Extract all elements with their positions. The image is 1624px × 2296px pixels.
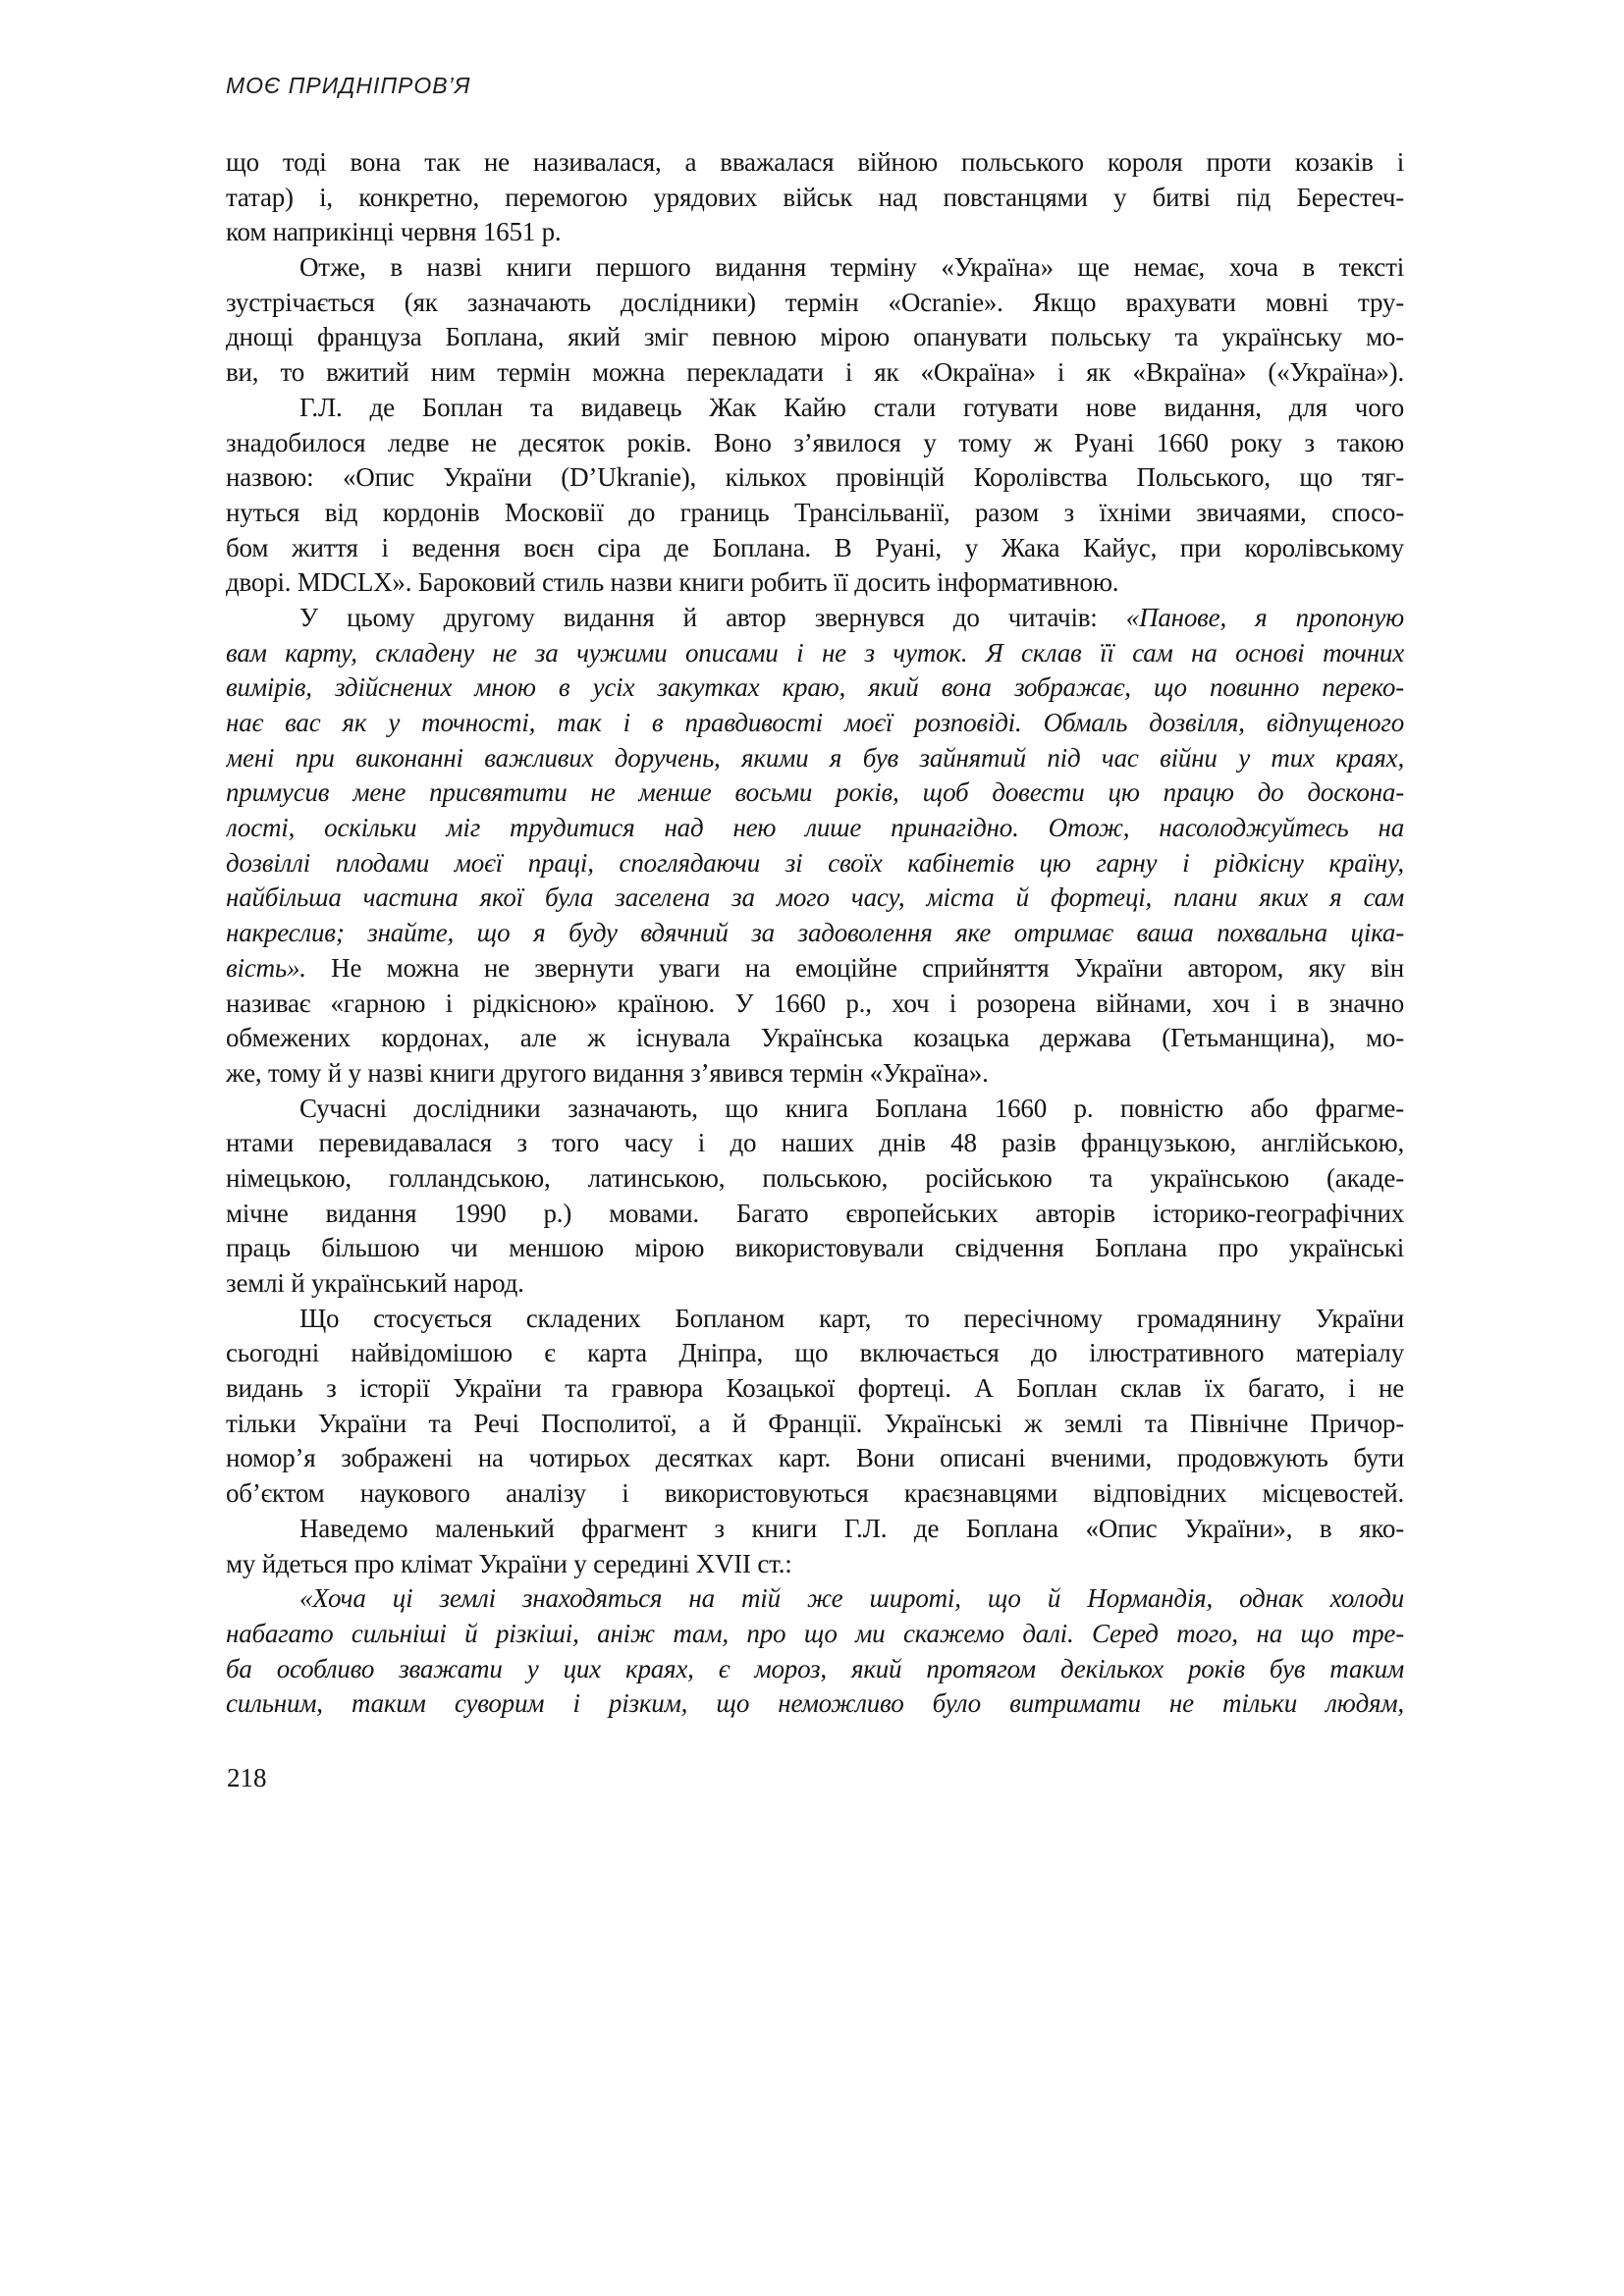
text-line: тільки України та Речі Посполитої, а й Франції. Українські ж землі та Північне Причор- bbox=[226, 1408, 1404, 1438]
text-line: нтами перевидавалася з того часу і до наших днів 48 разів французькою, англійською, bbox=[226, 1128, 1404, 1158]
text-line: бом життя і ведення воєн сіра де Боплана. В Руані, у Жака Кайус, при королівському bbox=[226, 532, 1404, 562]
text-line: дворі. MDCLX». Бароковий стиль назви книги робить її досить інформативною. bbox=[226, 567, 1119, 598]
text-line: зустрічається (як зазначають дослідники) термін «Ocranie». Якщо врахувати мовні тру- bbox=[226, 287, 1404, 317]
text-line: же, тому й у назві книги другого видання з’явився термін «Україна». bbox=[226, 1057, 989, 1088]
text-line: праць більшою чи меншою мірою використовували свідчення Боплана про українські bbox=[226, 1233, 1404, 1263]
page-number: 218 bbox=[227, 1763, 267, 1792]
text-line: найбільша частина якої була заселена за мого часу, міста й фортеці, плани яких я сам bbox=[226, 882, 1404, 913]
text-line: примусив мене присвятити не менше восьми років, щоб довести цю працю до доскона- bbox=[226, 777, 1404, 808]
text-line: Сучасні дослідники зазначають, що книга Боплана 1660 р. повністю або фрагме- bbox=[299, 1093, 1404, 1123]
text-line: що тоді вона так не називалася, а вважалася війною польського короля проти козаків і bbox=[226, 147, 1404, 177]
text-line: ком наприкінці червня 1651 р. bbox=[226, 217, 562, 247]
text-line: номор’я зображені на чотирьох десятках карт. Вони описані вченими, продовжують бути bbox=[226, 1443, 1404, 1473]
text-line: дозвіллі плодами моєї праці, споглядаючи зі своїх кабінетів цю гарну і рідкісну країну, bbox=[226, 847, 1404, 878]
text-line: У цьому другому видання й автор звернувся до читачів: «Панове, я пропоную bbox=[299, 602, 1404, 632]
text-line: об’єктом наукового аналізу і використовуються краєзнавцями відповідних місцевостей. bbox=[226, 1478, 1404, 1509]
text-line: обмежених кордонах, але ж існувала Українська козацька держава (Гетьманщина), мо- bbox=[226, 1023, 1404, 1053]
text-line: нуться від кордонів Московії до границь Трансільванії, разом з їхніми звичаями, спосо- bbox=[226, 497, 1404, 527]
text-line: нає вас як у точності, так і в правдивості моєї розповіді. Обмаль дозвілля, відпущеного bbox=[226, 708, 1404, 737]
text-line: сильним, таким суворим і різким, що неможливо було витримати не тільки людям, bbox=[226, 1688, 1404, 1719]
text-line: вимірів, здійснених мною в усіх закутках краю, який вона зображає, що повинно переко- bbox=[226, 672, 1404, 703]
text-line: му йдеться про клімат України у середині XVII ст.: bbox=[226, 1548, 792, 1578]
text-line: Наведемо маленький фрагмент з книги Г.Л. де Боплана «Опис України», в яко- bbox=[299, 1513, 1404, 1543]
text-line: Що стосується складених Бопланом карт, то пересічному громадянину України bbox=[299, 1303, 1404, 1333]
text-line: сьогодні найвідомішою є карта Дніпра, що включається до ілюстративного матеріалу bbox=[226, 1338, 1404, 1368]
text-line: накреслив; знайте, що я буду вдячний за задоволення яке отримає ваша похвальна ціка- bbox=[226, 918, 1404, 948]
text-line: Отже, в назві книги першого видання терміну «Україна» ще немає, хоча в тексті bbox=[299, 252, 1404, 283]
text-line: знадобилося ледве не десяток років. Воно з’явилося у тому ж Руані 1660 року з такою bbox=[226, 427, 1404, 457]
text-line: вам карту, складену не за чужими описами і не з чуток. Я склав її сам на основі точних bbox=[226, 637, 1404, 667]
running-header: МОЄ ПРИДНІПРОВ’Я bbox=[226, 73, 471, 98]
text-line: називає «гарною і рідкісною» країною. У 1660 р., хоч і розорена війнами, хоч і в значно bbox=[226, 988, 1404, 1018]
text-line: лості, оскільки міг трудитися над нею лише принагідно. Отож, насолоджуйтесь на bbox=[226, 813, 1404, 843]
text-line: назвою: «Опис України (D’Ukranie), кількох провінцій Королівства Польського, що тяг- bbox=[226, 462, 1404, 493]
body-text bbox=[226, 145, 1404, 1722]
text-line: набагато сильніші й різкіші, аніж там, про що ми скажемо далі. Серед того, на що тре- bbox=[226, 1618, 1404, 1648]
text-line: ба особливо зважати у цих краях, є мороз, який протягом декількох років був таким bbox=[226, 1653, 1404, 1683]
text-line: мені при виконанні важливих доручень, якими я був зайнятий під час війни у тих краях, bbox=[226, 742, 1404, 773]
text-line: мічне видання 1990 р.) мовами. Багато європейських авторів історико-географічних bbox=[226, 1198, 1404, 1228]
text-line: татар) і, конкретно, перемогою урядових військ над повстанцями у битві під Берестеч- bbox=[226, 182, 1404, 212]
text-line: «Хоча ці землі знаходяться на тій же широті, що й Нормандія, однак холоди bbox=[299, 1583, 1404, 1614]
text-line: землі й український народ. bbox=[226, 1268, 524, 1298]
text-line: Г.Л. де Боплан та видавець Жак Кайю стали готувати нове видання, для чого bbox=[299, 392, 1404, 422]
text-line: вість». Не можна не звернути уваги на емоційне сприйняття України автором, яку він bbox=[226, 952, 1404, 983]
text-line: видань з історії України та гравюра Козацької фортеці. А Боплан склав їх багато, і не bbox=[226, 1373, 1404, 1404]
text-line: ви, то вжитий ним термін можна перекладати і як «Окраїна» і як «Вкраїна» («Україна»). bbox=[226, 357, 1404, 388]
text-line: днощі француза Боплана, який зміг певною мірою опанувати польську та українську мо- bbox=[226, 322, 1404, 352]
text-line: німецькою, голландською, латинською, польською, російською та українською (акаде- bbox=[226, 1162, 1404, 1193]
